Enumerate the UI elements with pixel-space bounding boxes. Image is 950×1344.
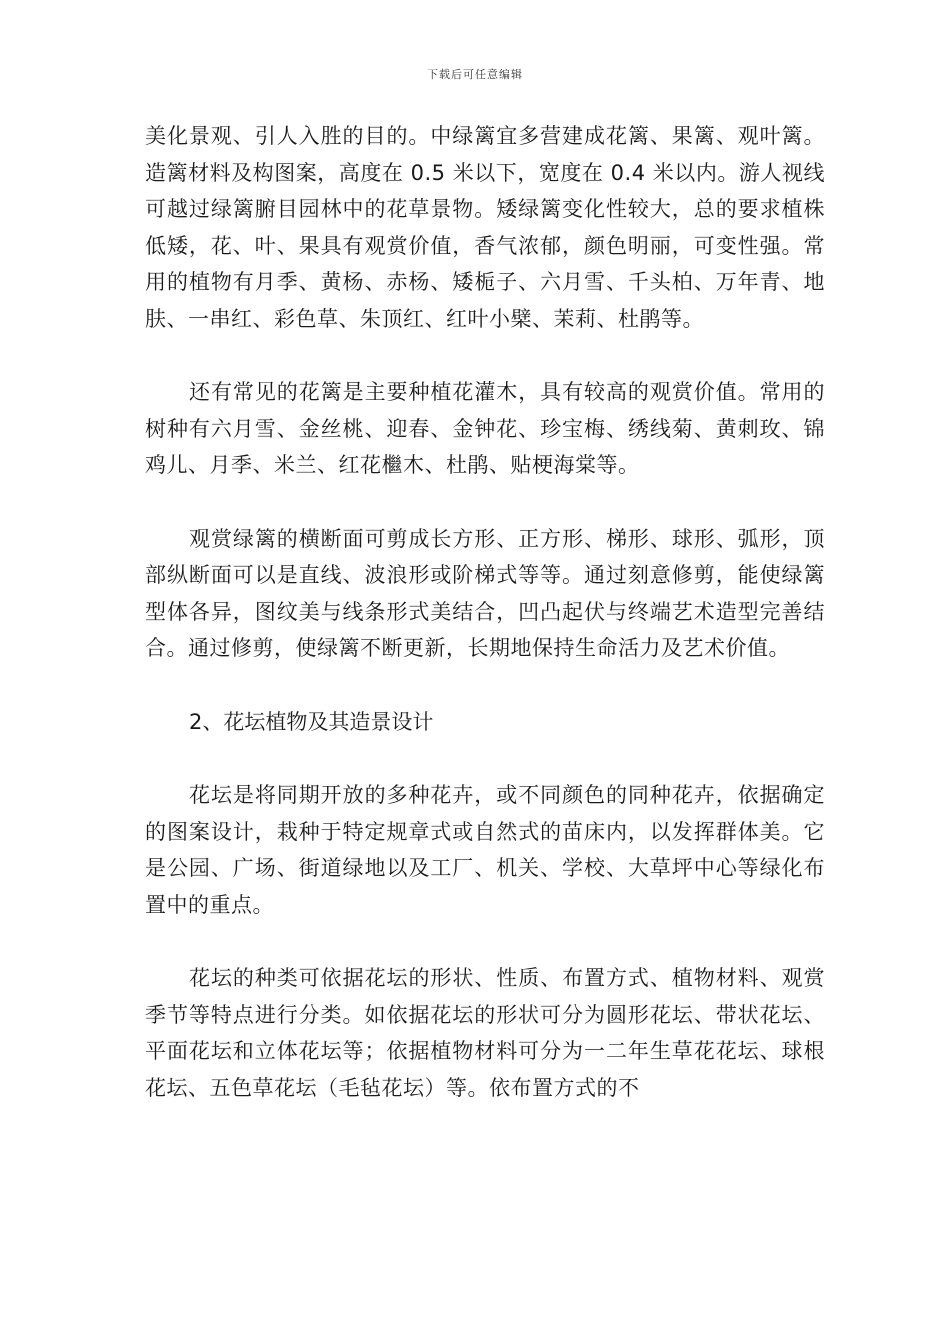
paragraph-gap: [145, 337, 825, 374]
section-heading: 2、花坛植物及其造景设计: [189, 709, 434, 734]
paragraph-gap: [145, 740, 825, 777]
paragraph-hedge-shapes: 观赏绿篱的横断面可剪成长方形、正方形、梯形、球形、弧形，顶部纵断面可以是直线、波浪形或阶梯式等等。通过刻意修剪，能使绿篱型体各异，图纹美与线条形式美结合，凹凸起伏与终端艺术造型完善结合。通过修剪，使绿篱不断更新，长期地保持生命活力及艺术价值。: [145, 526, 825, 660]
paragraph-flowerbed-definition: 花坛是将同期开放的多种花卉，或不同颜色的同种花卉，依据确定的图案设计，栽种于特定规章式或自然式的苗床内，以发挥群体美。它是公园、广场、街道绿地以及工厂、机关、学校、大草坪中心等绿化布置中的重点。: [145, 783, 825, 917]
document-body: [145, 118, 825, 1106]
paragraph-gap: [145, 484, 825, 521]
paragraph-continuation: 美化景观、引人入胜的目的。中绿篱宜多营建成花篱、果篱、观叶篱。造篱材料及构图案，高度在 0.5 米以下，宽度在 0.4 米以内。游人视线可越过绿篱腑目园林中的花草景物。矮绿篱变化性较大，总的要求植株低矮，花、叶、果具有观赏价值，香气浓郁，颜色明丽，可变性强。常用的植物有月季、黄杨、赤杨、矮栀子、六月雪、千头柏、万年青、地肤、一串红、彩色草、朱顶红、红叶小檗、茉莉、杜鹃等。: [145, 124, 825, 331]
paragraph-gap: [145, 923, 825, 960]
page-header: 下载后可任意编辑: [427, 68, 523, 81]
paragraph-gap: [145, 667, 825, 704]
paragraph-flowerbed-types: 花坛的种类可依据花坛的形状、性质、布置方式、植物材料、观赏季节等特点进行分类。如依据花坛的形状可分为圆形花坛、带状花坛、平面花坛和立体花坛等；依据植物材料可分为一二年生草花花坛、球根花坛、五色草花坛（毛毡花坛）等。依布置方式的不: [145, 966, 825, 1100]
paragraph-flower-hedge: 还有常见的花篱是主要种植花灌木，具有较高的观赏价值。常用的树种有六月雪、金丝桃、迎春、金钟花、珍宝梅、绣线菊、黄刺玫、锦鸡儿、月季、米兰、红花檵木、杜鹃、贴梗海棠等。: [145, 380, 825, 477]
